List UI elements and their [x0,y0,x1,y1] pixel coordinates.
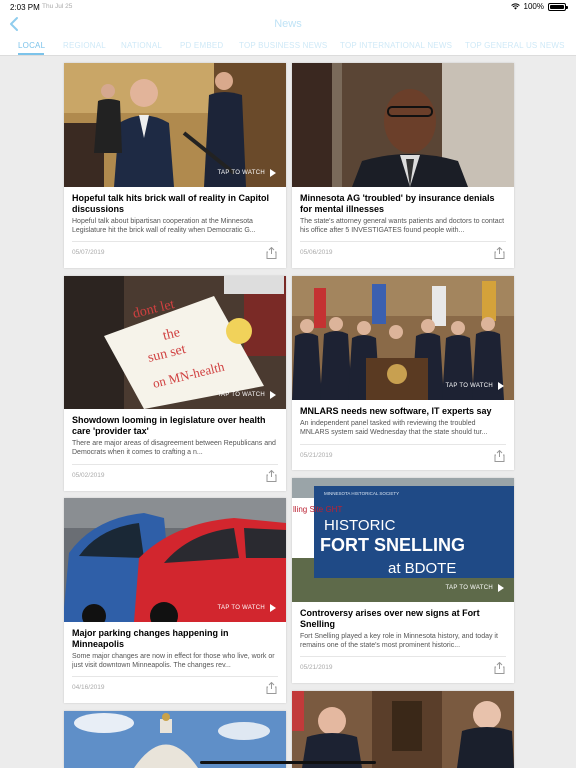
article-card[interactable] [64,63,286,268]
protest-sign-image [64,276,286,409]
sign-small-text: MINNESOTA HISTORICAL SOCIETY [324,491,400,496]
status-bar [0,0,576,14]
article-date: 05/21/2019 [300,452,333,459]
sign-text-1: dont let [131,297,177,322]
article-thumbnail[interactable] [64,711,286,768]
tab-top-general-us-news[interactable]: TOP GENERAL US NEWS [465,41,565,50]
tap-to-watch[interactable]: TAP TO WATCH [218,604,277,612]
status-date: Thu Jul 25 [42,3,73,10]
sign-text-2: the [161,325,182,344]
category-tabs [0,36,576,56]
status-time: 2:03 PM [10,3,40,12]
article-thumbnail[interactable] [64,498,286,622]
article-thumbnail[interactable] [292,276,514,400]
article-title[interactable]: Major parking changes happening in Minneapolis [72,628,229,649]
article-description: There are major areas of disagreement between Republicans and Democrats when it comes to crafting a n... [72,440,276,456]
article-date: 05/07/2019 [72,249,105,256]
article-thumbnail[interactable] [292,63,514,187]
share-icon[interactable] [494,662,505,674]
article-date: 05/21/2019 [300,664,333,671]
article-thumbnail[interactable] [292,691,514,768]
status-right [511,2,566,11]
card-divider [72,241,278,242]
wifi-icon [511,3,520,10]
tab-regional[interactable]: REGIONAL [63,41,106,50]
tap-to-watch[interactable]: TAP TO WATCH [218,391,277,399]
article-description: Some major changes are now in effect for those who live, work or just visit downtown Minneapolis. The changes rev... [72,653,275,669]
article-date: 05/02/2019 [72,472,105,479]
play-icon [270,391,276,399]
sign-text-3: sun set [146,342,188,366]
article-card[interactable] [292,276,514,470]
tab-top-business-news[interactable]: TOP BUSINESS NEWS [239,41,328,50]
officials-meeting-image [292,691,514,768]
article-title[interactable]: MNLARS needs new software, IT experts say [300,406,492,416]
article-title[interactable]: Hopeful talk hits brick wall of reality in Capitol discussions [72,193,270,214]
article-date: 05/06/2019 [300,249,333,256]
card-divider [300,444,506,445]
card-divider [300,656,506,657]
article-thumbnail[interactable] [64,63,286,187]
page-title: News [274,18,302,30]
play-icon [270,604,276,612]
tap-to-watch[interactable]: TAP TO WATCH [218,169,277,177]
sign-text-4: on MN-health [151,358,226,391]
sign-text-fort-snelling: FORT SNELLING [320,535,465,555]
article-description: The state's attorney general wants patients and doctors to contact his office after 5 INVESTIGATES found people with... [300,218,505,234]
article-title[interactable]: Showdown looming in legislature over health care 'provider tax' [72,415,266,436]
article-thumbnail[interactable] [64,276,286,409]
play-icon [498,584,504,592]
tab-national[interactable]: NATIONAL [121,41,163,50]
article-card[interactable] [64,711,286,768]
article-title[interactable]: Minnesota AG 'troubled' by insurance denials for mental illnesses [300,193,495,214]
tab-pd-embed[interactable]: PD EMBED [180,41,224,50]
play-icon [270,169,276,177]
article-card[interactable] [292,478,514,683]
card-divider [72,464,278,465]
share-icon[interactable] [266,470,277,482]
tap-to-watch[interactable]: TAP TO WATCH [446,584,505,592]
active-tab-indicator [18,53,44,55]
article-thumbnail[interactable] [292,478,514,602]
share-icon[interactable] [266,682,277,694]
article-card[interactable] [64,276,286,491]
share-icon[interactable] [494,247,505,259]
tab-local[interactable]: LOCAL [18,41,46,50]
home-indicator[interactable] [200,761,376,764]
sign-text-historic: HISTORIC [324,517,396,534]
share-icon[interactable] [266,247,277,259]
sign-text-side: lling Site GHT [293,505,343,514]
play-icon [498,382,504,390]
capitol-dome-image [64,711,286,768]
battery-percent: 100% [523,2,544,11]
article-title[interactable]: Controversy arises over new signs at Fort Snelling [300,608,480,629]
article-description: Hopeful talk about bipartisan cooperation at the Minnesota Legislature hit the brick wall of reality when Democratic G... [72,218,256,234]
battery-icon [548,3,566,11]
article-description: An independent panel tasked with reviewing the troubled MNLARS system said Wednesday that the state should tur... [300,420,488,436]
sign-text-bdote: at BDOTE [388,560,457,577]
card-divider [72,676,278,677]
attorney-general-image [292,63,514,187]
tab-top-international-news[interactable]: TOP INTERNATIONAL NEWS [340,41,453,50]
article-card[interactable] [64,498,286,703]
nav-bar [0,14,576,36]
article-date: 04/16/2019 [72,684,105,691]
card-divider [300,241,506,242]
share-icon[interactable] [494,450,505,462]
article-card[interactable] [292,691,514,768]
article-card[interactable] [292,63,514,268]
tap-to-watch[interactable]: TAP TO WATCH [446,382,505,390]
article-description: Fort Snelling played a key role in Minnesota history, and today it remains one of the state's most prominent historic... [300,633,498,649]
